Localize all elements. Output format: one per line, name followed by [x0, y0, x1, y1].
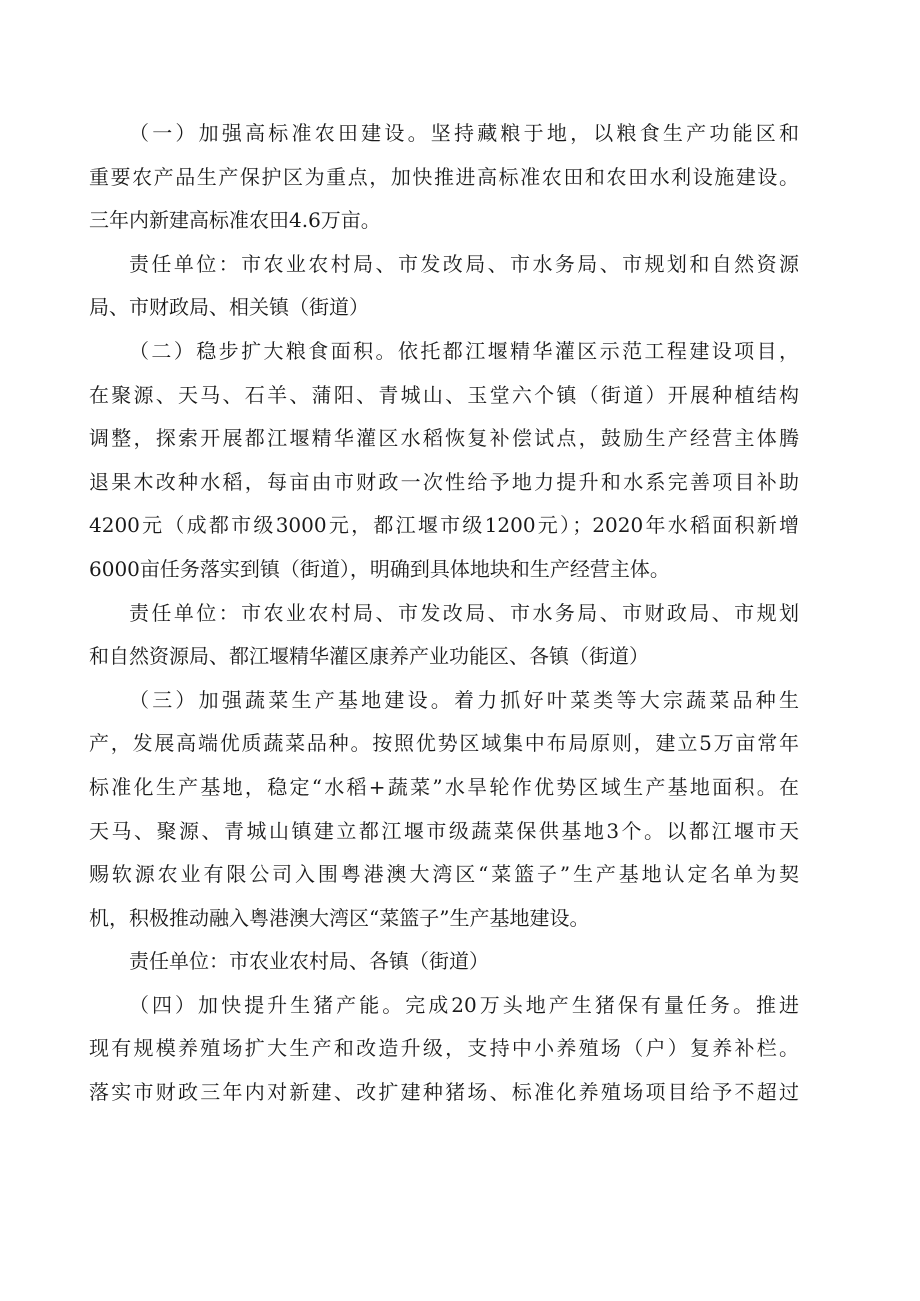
text-line: 三年内新建高标准农田4.6万亩。: [89, 208, 381, 233]
text-line: 天马、聚源、青城山镇建立都江堰市级蔬菜保供基地3个。以都江堰市天: [89, 818, 799, 843]
paragraph-responsibility-3: [89, 940, 799, 984]
text-line: 机，积极推动融入粤港澳大湾区“菜篮子”生产基地建设。: [89, 905, 590, 930]
text-line: 责任单位：市农业农村局、市发改局、市水务局、市规划和自然资源: [129, 251, 799, 276]
paragraph-vegetable-base: [89, 679, 799, 941]
text-line: 在聚源、天马、石羊、蒲阳、青城山、玉堂六个镇（街道）开展种植结构: [89, 382, 799, 407]
text-line: （三）加强蔬菜生产基地建设。着力抓好叶菜类等大宗蔬菜品种生: [129, 687, 799, 712]
text-line: 落实市财政三年内对新建、改扩建种猪场、标准化养殖场项目给予不超过: [89, 1080, 799, 1105]
paragraph-responsibility-1: [89, 243, 799, 330]
text-line: 6000亩任务落实到镇（街道），明确到具体地块和生产经营主体。: [89, 556, 670, 581]
text-line: 责任单位：市农业农村局、市发改局、市水务局、市财政局、市规划: [129, 600, 799, 625]
paragraph-pig-capacity: [89, 984, 799, 1115]
text-line: 退果木改种水稻，每亩由市财政一次性给予地力提升和水系完善项目补助: [89, 469, 799, 494]
text-line: 现有规模养殖场扩大生产和改造升级，支持中小养殖场（户）复养补栏。: [89, 1036, 799, 1061]
text-line: 和自然资源局、都江堰精华灌区康养产业功能区、各镇（街道）: [89, 644, 649, 669]
text-line: （二）稳步扩大粮食面积。依托都江堰精华灌区示范工程建设项目，: [129, 338, 799, 363]
text-line: 标准化生产基地，稳定“水稻+蔬菜”水旱轮作优势区域生产基地面积。在: [89, 774, 799, 799]
text-line: 赐软源农业有限公司入围粤港澳大湾区“菜篮子”生产基地认定名单为契: [89, 862, 799, 887]
text-line: 产，发展高端优质蔬菜品种。按照优势区域集中布局原则，建立5万亩常年: [89, 731, 799, 756]
document-body: [89, 112, 799, 1115]
text-line: （一）加强高标准农田建设。坚持藏粮于地，以粮食生产功能区和: [129, 121, 799, 145]
text-line: 4200元（成都市级3000元，都江堰市级1200元）；2020年水稻面积新增: [89, 513, 799, 538]
text-line: （四）加快提升生猪产能。完成20万头地产生猪保有量任务。推进: [129, 992, 799, 1017]
paragraph-responsibility-2: [89, 592, 799, 679]
text-line: 责任单位：市农业农村局、各镇（街道）: [129, 949, 489, 974]
paragraph-high-standard-farmland: [89, 112, 799, 243]
text-line: 局、市财政局、相关镇（街道）: [89, 295, 369, 320]
text-line: 调整，探索开展都江堰精华灌区水稻恢复补偿试点，鼓励生产经营主体腾: [89, 426, 799, 451]
text-line: 重要农产品生产保护区为重点，加快推进高标准农田和农田水利设施建设。: [89, 164, 799, 189]
paragraph-grain-area: [89, 330, 799, 592]
